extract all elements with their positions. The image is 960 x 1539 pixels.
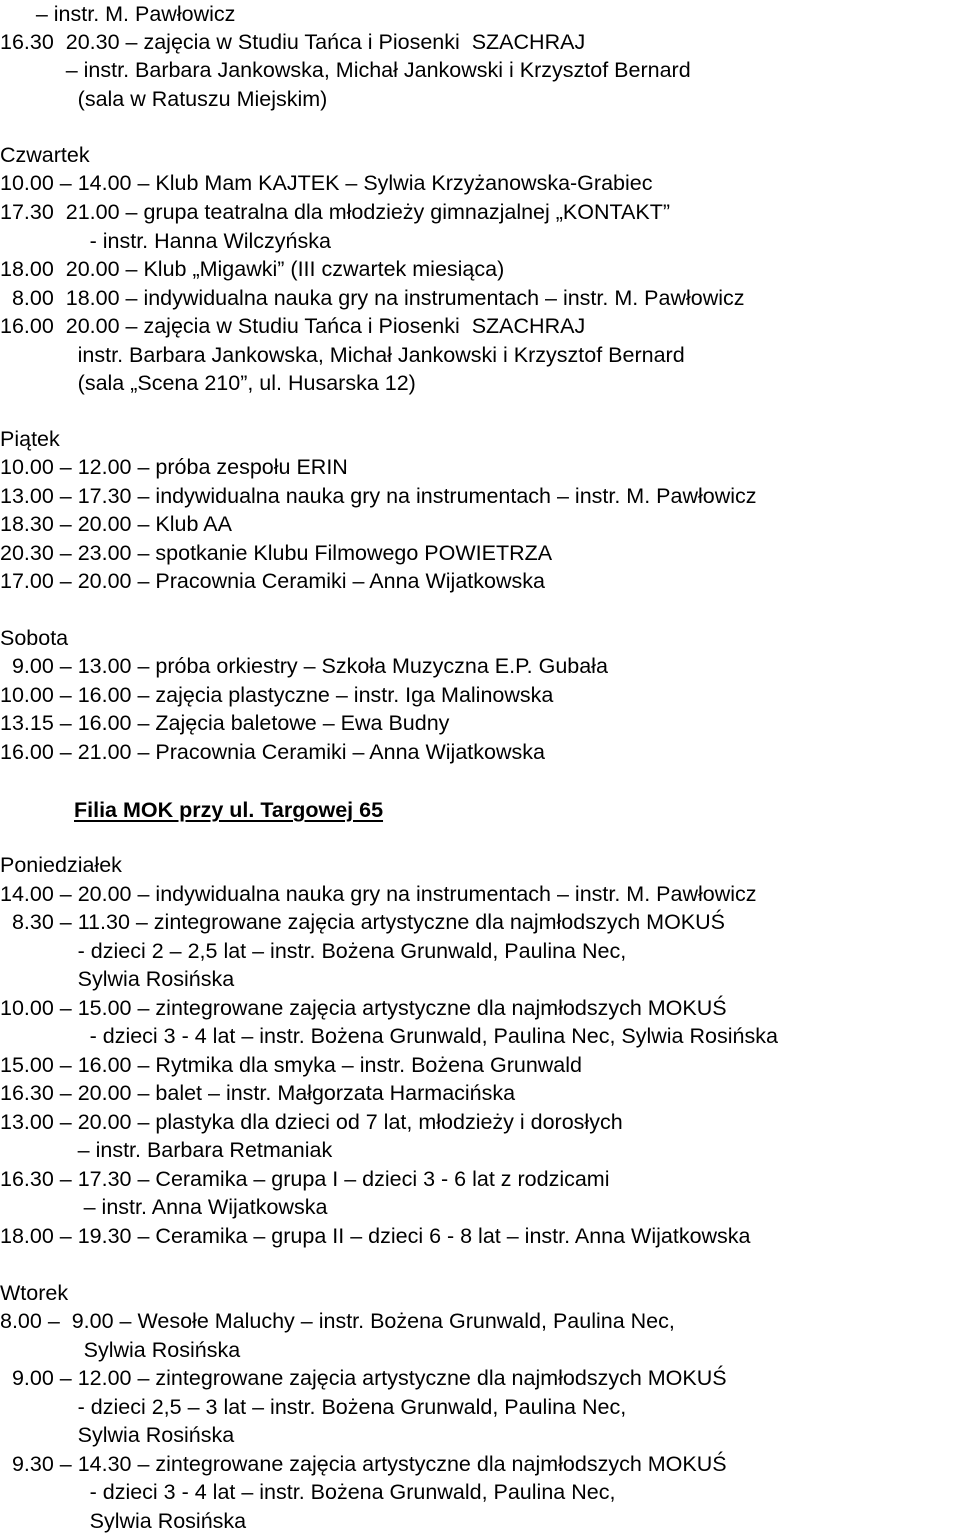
schedule-line: 10.00 – 15.00 – zintegrowane zajęcia artystyczne dla najmłodszych MOKUŚ: [0, 996, 727, 1020]
schedule-line: 18.00 20.00 – Klub „Migawki” (III czwartek miesiąca): [0, 257, 505, 281]
schedule-line: 9.30 – 14.30 – zintegrowane zajęcia artystyczne dla najmłodszych MOKUŚ: [0, 1452, 727, 1476]
schedule-line: 15.00 – 16.00 – Rytmika dla smyka – instr. Bożena Grunwald: [0, 1053, 583, 1077]
schedule-line: 9.00 – 13.00 – próba orkiestry – Szkoła Muzyczna E.P. Gubała: [0, 654, 608, 678]
schedule-line: Sylwia Rosińska: [0, 967, 235, 991]
schedule-line: 14.00 – 20.00 – indywidualna nauka gry na instrumentach – instr. M. Pawłowicz: [0, 882, 757, 906]
schedule-line: (sala „Scena 210”, ul. Husarska 12): [0, 371, 416, 395]
day-heading-thursday: Czwartek: [0, 143, 90, 167]
schedule-line: 16.00 20.00 – zajęcia w Studiu Tańca i Piosenki SZACHRAJ: [0, 314, 586, 338]
schedule-line: 18.00 – 19.30 – Ceramika – grupa II – dzieci 6 - 8 lat – instr. Anna Wijatkowska: [0, 1224, 751, 1248]
schedule-line: 10.00 – 14.00 – Klub Mam KAJTEK – Sylwia Krzyżanowska-Grabiec: [0, 171, 653, 195]
schedule-line: – instr. M. Pawłowicz: [0, 2, 236, 26]
day-heading-friday: Piątek: [0, 427, 60, 451]
schedule-line: 10.00 – 16.00 – zajęcia plastyczne – instr. Iga Malinowska: [0, 683, 554, 707]
schedule-line: 16.30 – 17.30 – Ceramika – grupa I – dzieci 3 - 6 lat z rodzicami: [0, 1167, 610, 1191]
schedule-line: 16.00 – 21.00 – Pracownia Ceramiki – Anna Wijatkowska: [0, 740, 545, 764]
schedule-line: 8.00 – 9.00 – Wesołe Maluchy – instr. Bożena Grunwald, Paulina Nec,: [0, 1309, 675, 1333]
schedule-line: 16.30 20.30 – zajęcia w Studiu Tańca i Piosenki SZACHRAJ: [0, 30, 586, 54]
schedule-line: – instr. Barbara Retmaniak: [0, 1138, 333, 1162]
day-heading-monday: Poniedziałek: [0, 853, 122, 877]
schedule-line: 10.00 – 12.00 – próba zespołu ERIN: [0, 455, 348, 479]
day-heading-tuesday: Wtorek: [0, 1281, 69, 1305]
schedule-line: 13.15 – 16.00 – Zajęcia baletowe – Ewa Budny: [0, 711, 450, 735]
schedule-line: - dzieci 3 - 4 lat – instr. Bożena Grunwald, Paulina Nec, Sylwia Rosińska: [0, 1024, 778, 1048]
schedule-line: 20.30 – 23.00 – spotkanie Klubu Filmowego POWIETRZA: [0, 541, 553, 565]
schedule-line: – instr. Barbara Jankowska, Michał Jankowski i Krzysztof Bernard: [0, 58, 691, 82]
schedule-line: 9.00 – 12.00 – zintegrowane zajęcia artystyczne dla najmłodszych MOKUŚ: [0, 1366, 727, 1390]
schedule-line: - dzieci 2,5 – 3 lat – instr. Bożena Grunwald, Paulina Nec,: [0, 1395, 627, 1419]
schedule-line: Sylwia Rosińska: [0, 1338, 241, 1362]
schedule-line: 13.00 – 20.00 – plastyka dla dzieci od 7 lat, młodzieży i dorosłych: [0, 1110, 623, 1134]
schedule-line: - dzieci 3 - 4 lat – instr. Bożena Grunwald, Paulina Nec,: [0, 1480, 616, 1504]
schedule-line: instr. Barbara Jankowska, Michał Jankowski i Krzysztof Bernard: [0, 343, 685, 367]
schedule-line: - instr. Hanna Wilczyńska: [0, 229, 331, 253]
schedule-line: Sylwia Rosińska: [0, 1509, 247, 1533]
schedule-line: 18.30 – 20.00 – Klub AA: [0, 512, 232, 536]
schedule-line: 8.30 – 11.30 – zintegrowane zajęcia artystyczne dla najmłodszych MOKUŚ: [0, 910, 725, 934]
schedule-line: (sala w Ratuszu Miejskim): [0, 87, 328, 111]
schedule-line: – instr. Anna Wijatkowska: [0, 1195, 328, 1219]
schedule-line: 13.00 – 17.30 – indywidualna nauka gry na instrumentach – instr. M. Pawłowicz: [0, 484, 757, 508]
schedule-line: 17.00 – 20.00 – Pracownia Ceramiki – Anna Wijatkowska: [0, 569, 545, 593]
schedule-line: 16.30 – 20.00 – balet – instr. Małgorzata Harmacińska: [0, 1081, 516, 1105]
schedule-line: Sylwia Rosińska: [0, 1423, 235, 1447]
schedule-line: - dzieci 2 – 2,5 lat – instr. Bożena Grunwald, Paulina Nec,: [0, 939, 627, 963]
day-heading-saturday: Sobota: [0, 626, 69, 650]
schedule-line: 17.30 21.00 – grupa teatralna dla młodzieży gimnazjalnej „KONTAKT”: [0, 200, 671, 224]
section-heading: Filia MOK przy ul. Targowej 65: [74, 798, 384, 822]
schedule-line: 8.00 18.00 – indywidualna nauka gry na instrumentach – instr. M. Pawłowicz: [0, 286, 745, 310]
